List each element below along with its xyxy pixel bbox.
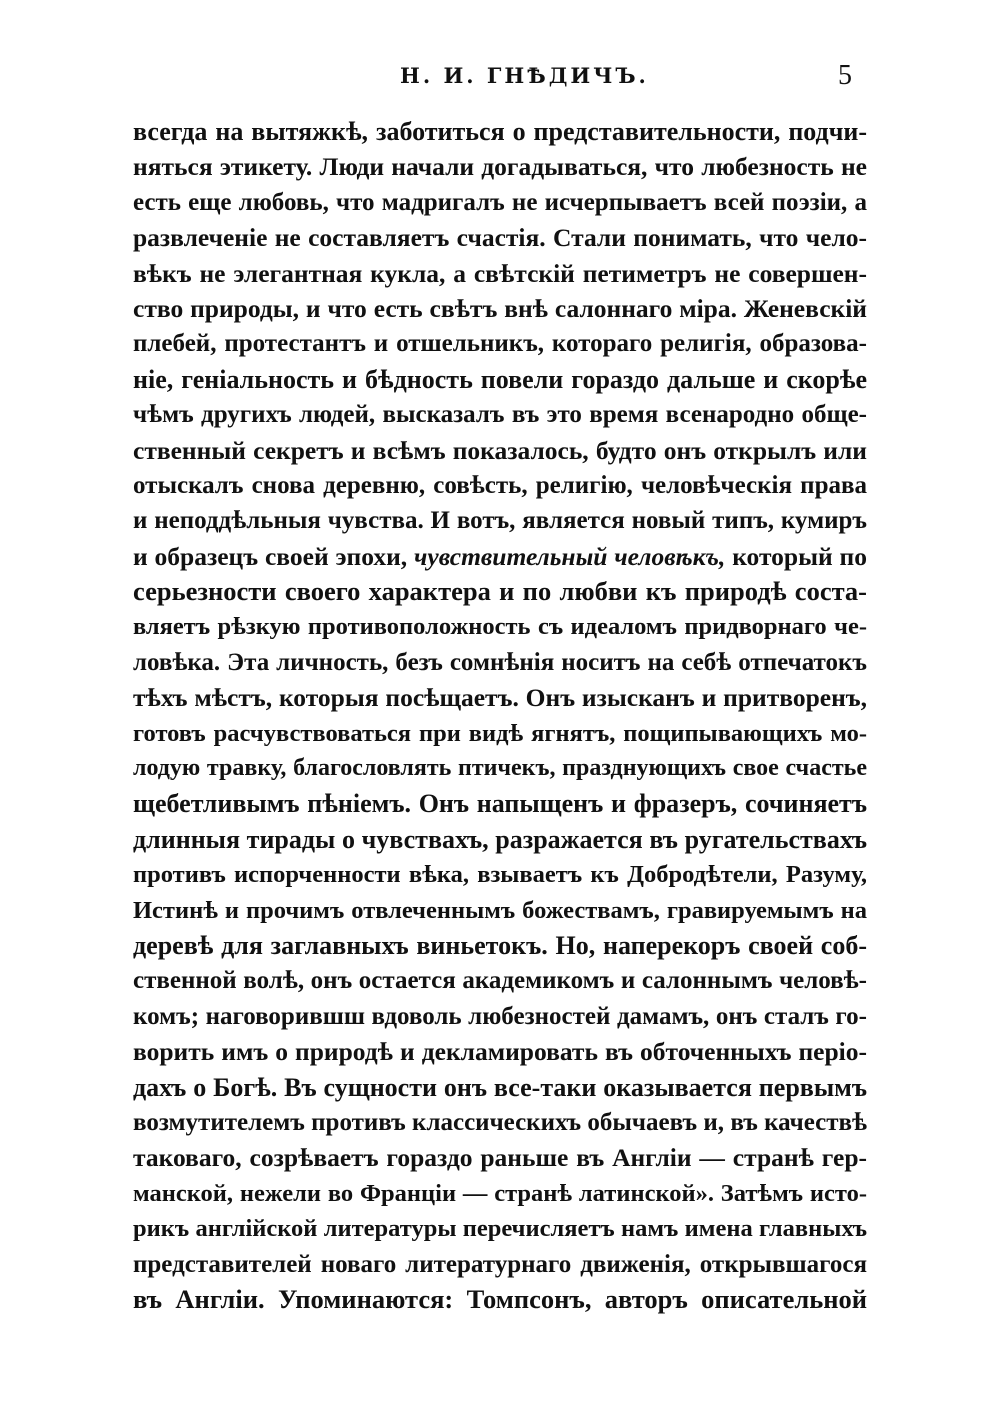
text-line: ловѣка. Эта личность, безъ сомнѣнія носитъ на себѣ отпечатокъ	[133, 648, 867, 676]
text-line: дахъ о Богѣ. Въ сущности онъ все-таки оказывается первымъ	[133, 1072, 867, 1102]
italic-term: чувствительный человѣкъ,	[414, 541, 726, 571]
text-line: развлеченіе не составляетъ счастія. Стали понимать, что чело-	[133, 223, 867, 253]
page-number: 5	[838, 60, 852, 91]
text-line: таковаго, созрѣваетъ гораздо раньше въ Англіи — странѣ гер-	[133, 1143, 867, 1173]
text-line: рикъ англійской литературы перечисляетъ намъ имена главныхъ	[133, 1215, 867, 1243]
text-line: готовъ расчувствоваться при видѣ ягнятъ, пощипывающихъ мо-	[133, 719, 867, 747]
text-line: тѣхъ мѣстъ, которыя посѣщаетъ. Онъ изысканъ и притворенъ,	[133, 683, 867, 713]
running-head	[0, 58, 1000, 94]
text-line: ственной волѣ, онъ остается академикомъ и салоннымъ человѣ-	[133, 967, 867, 995]
text-line: противъ испорченности вѣка, взываетъ къ Добродѣтели, Разуму,	[133, 861, 867, 889]
text-line: лодую травку, благословлять птичекъ, празднующихъ свое счастье	[133, 755, 867, 782]
text-line: манской, нежели во Франціи — странѣ латинской». Затѣмъ исто-	[133, 1179, 867, 1207]
text-line: ніе, геніальность и бѣдность повели гораздо дальше и скорѣе	[133, 364, 867, 394]
text-line: возмутителемъ противъ классическихъ обычаевъ и, въ качествѣ	[133, 1108, 867, 1136]
text-line: ство природы, и что есть свѣтъ внѣ салоннаго міра. Женевскій	[133, 293, 867, 323]
text-line: въ Англіи. Упоминаются: Томпсонъ, авторъ описательной	[133, 1283, 867, 1314]
running-head-author: Н. И. ГНѢДИЧЪ.	[400, 63, 649, 88]
text-line: плебей, протестантъ и отшельникъ, котораго религія, образова-	[133, 330, 867, 358]
text-line: ственный секретъ и всѣмъ показалось, будто онъ открылъ или	[133, 435, 867, 465]
text-line: представителей новаго литературнаго движенія, открывшагося	[133, 1250, 867, 1278]
text-line: щебетливымъ пѣніемъ. Онъ напыщенъ и фразеръ, сочиняетъ	[133, 789, 867, 819]
text-line: ворить имъ о природѣ и декламировать въ обточенныхъ періо-	[133, 1037, 867, 1067]
line-segment: и образецъ своей эпохи,	[133, 541, 408, 571]
text-line: всегда на вытяжкѣ, заботиться о представительности, подчи-	[133, 117, 867, 146]
text-line: длинныя тирады о чувствахъ, разражается въ ругательствахъ	[133, 824, 867, 854]
text-line: и неподдѣльныя чувства. И вотъ, является новый типъ, кумиръ	[133, 507, 867, 535]
text-line: вляетъ рѣзкую противоположность съ идеаломъ придворнаго че-	[133, 613, 867, 641]
text-line: комъ; наговорившш вдоволь любезностей дамамъ, онъ сталъ го-	[133, 1002, 867, 1030]
text-line: серьезности своего характера и по любви къ природѣ соста-	[133, 576, 867, 607]
line-segment: который по	[732, 541, 867, 571]
body-text	[133, 114, 867, 1317]
text-line: няться этикету. Люди начали догадываться, что любезность не	[133, 152, 867, 182]
text-line: вѣкъ не элегантная кукла, а свѣтскій петиметръ не совершен-	[133, 258, 867, 288]
text-line: деревѣ для заглавныхъ виньетокъ. Но, наперекоръ своей соб-	[133, 930, 867, 960]
text-line: Истинѣ и прочимъ отвлеченнымъ божествамъ, гравируемымъ на	[133, 896, 867, 924]
text-line: чѣмъ другихъ людей, высказалъ въ это время всенародно обще-	[133, 401, 867, 429]
text-line: есть еще любовь, что мадригалъ не исчерпываетъ всей поэзіи, а	[133, 188, 867, 216]
text-line-with-italic	[133, 539, 867, 574]
text-line: отыскалъ снова деревню, совѣсть, религію, человѣческія права	[133, 471, 867, 499]
